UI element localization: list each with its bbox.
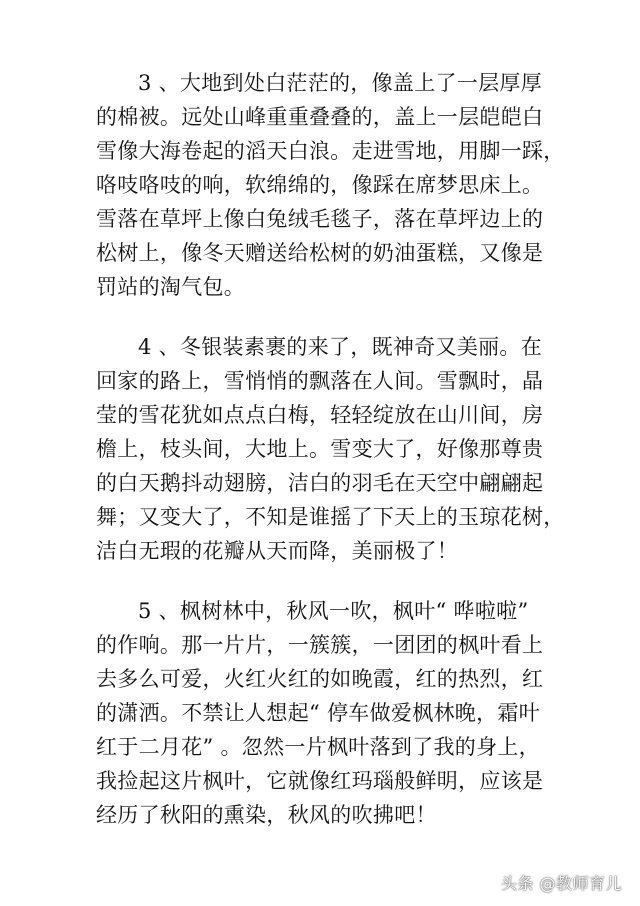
text-line: 雪落在草坪上像白兔绒毛毯子，落在草坪边上的	[96, 207, 544, 231]
paragraph-3	[96, 66, 565, 304]
text-line: 檐上，枝头间，大地上。雪变大了，好像那尊贵	[96, 437, 544, 461]
text-line: 舞；又变大了，不知是谁摇了下天上的玉琼花树，	[96, 505, 565, 529]
text-line: 的作响。那一片片，一簇簇，一团团的枫叶看上	[96, 633, 544, 657]
text-line: 的棉被。远处山峰重重叠叠的，盖上一层皑皑白	[96, 105, 544, 129]
paragraph-4	[96, 330, 565, 568]
text-line: 的白天鹅抖动翅膀，洁白的羽毛在天空中翩翩起	[96, 471, 544, 495]
text-line: 咯吱咯吱的响，软绵绵的，像踩在席梦思床上。	[96, 173, 544, 197]
watermark: 头条 @教师育儿	[500, 874, 622, 893]
text-line: 莹的雪花犹如点点白梅，轻轻绽放在山川间，房	[96, 403, 544, 427]
text-line: 我捡起这片枫叶，它就像红玛瑙般鲜明，应该是	[96, 769, 544, 793]
text-line: 洁白无瑕的花瓣从天而降，美丽极了！	[96, 539, 459, 563]
text-line: 红于二月花” 。忽然一片枫叶落到了我的身上，	[96, 735, 541, 759]
text-line: 松树上，像冬天赠送给松树的奶油蛋糕，又像是	[96, 241, 544, 265]
paragraph-5	[96, 594, 552, 832]
text-line: 雪像大海卷起的滔天白浪。走进雪地，用脚一踩，	[96, 139, 565, 163]
text-line: 4 、冬银装素裹的来了，既神奇又美丽。在	[138, 335, 543, 359]
text-line: 5 、枫树林中，秋风一吹，枫叶“ 哗啦啦”	[138, 599, 529, 623]
text-line: 经历了秋阳的熏染，秋风的吹拂吧！	[96, 803, 437, 827]
text-line: 3 、大地到处白茫茫的，像盖上了一层厚厚	[138, 71, 543, 95]
text-line: 罚站的淘气包。	[96, 275, 246, 299]
document-body	[96, 66, 565, 858]
text-line: 回家的路上，雪悄悄的飘落在人间。雪飘时，晶	[96, 369, 544, 393]
text-line: 的潇洒。不禁让人想起“ 停车做爱枫林晚，霜叶	[96, 701, 541, 725]
text-line: 去多么可爱，火红火红的如晚霞，红的热烈，红	[96, 667, 544, 691]
